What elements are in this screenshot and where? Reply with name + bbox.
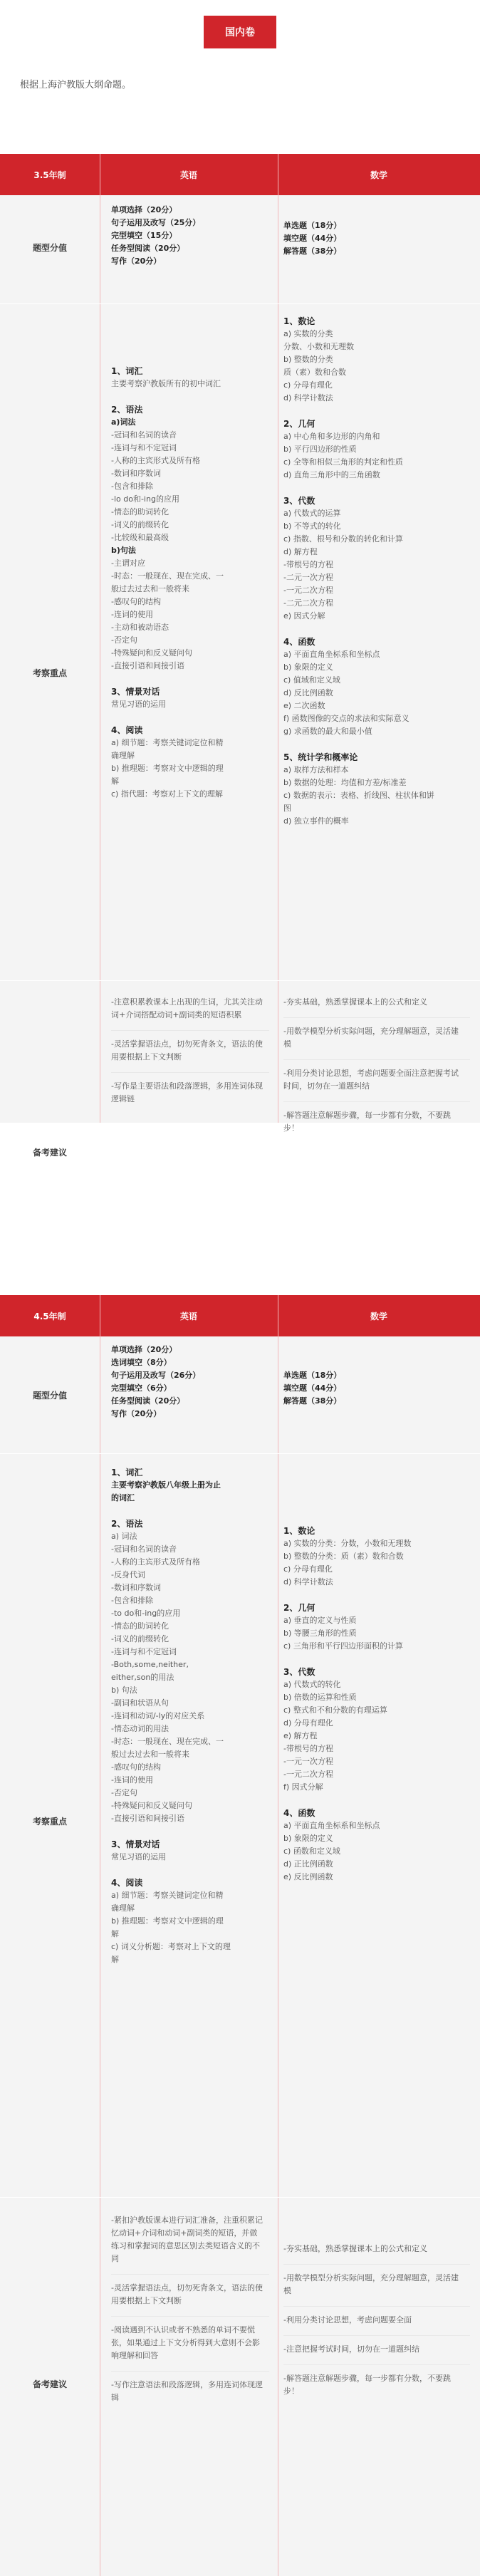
- topic-item: -冠词和名词的读音: [111, 430, 177, 440]
- score-item: 任务型阅读（20分）: [111, 244, 185, 253]
- topic-item: a) 代数式的运算: [283, 509, 341, 518]
- region-tag: 国内卷: [204, 16, 276, 48]
- topic-item: -时态：一般现在、现在完成、一: [111, 571, 224, 581]
- spacer: [111, 672, 273, 685]
- topic-item: f) 因式分解: [283, 1782, 323, 1792]
- topic-item: -反身代词: [111, 1570, 145, 1579]
- topic-item: d) 直角三角形中的三角函数: [283, 470, 380, 479]
- score-item: 单项选择（20分）: [111, 1345, 177, 1354]
- score-math: [283, 219, 476, 258]
- header-english: 英语: [179, 170, 197, 180]
- row-label-focus: 考察重点: [32, 668, 67, 678]
- table-4-5-year: [0, 1295, 480, 2576]
- topic-item: -包含和排除: [111, 1596, 153, 1605]
- row-divider: [0, 303, 480, 304]
- topic-item: -to do和-ing的应用: [111, 1609, 181, 1618]
- topic-item: 解: [111, 1929, 119, 1938]
- spacer: [111, 711, 273, 724]
- row-label-advice: 备考建议: [32, 2379, 67, 2389]
- topic-heading: 4、函数: [283, 637, 315, 647]
- advice-item: -利用分类讨论思想，考虑问题要全面注意把握考试时间，切勿在一道题纠结: [283, 1059, 470, 1101]
- spacer: [283, 1794, 476, 1807]
- table-header: [0, 1295, 480, 1336]
- topic-item: a) 中心角和多边形的内角和: [283, 432, 380, 441]
- topic-item: -包含和排除: [111, 482, 153, 491]
- row-divider: [0, 2197, 480, 2198]
- spacer: [111, 1505, 273, 1517]
- row-label-advice: 备考建议: [32, 1148, 67, 1158]
- score-english: [111, 1344, 273, 1421]
- topic-item: -直接引语和间接引语: [111, 661, 184, 670]
- row-divider: [0, 1453, 480, 1454]
- topic-item: d) 分母有理化: [283, 1718, 333, 1728]
- topic-item: a) 取样方法和样本: [283, 765, 349, 774]
- topic-item: b) 整数的分类: [283, 355, 333, 364]
- topic-item: e) 因式分解: [283, 611, 325, 620]
- topic-item: b)句法: [111, 546, 136, 555]
- topic-item: e) 反比例函数: [283, 1872, 333, 1881]
- topic-item: f) 函数图像的交点的求法和实际意义: [283, 714, 409, 723]
- table-3-5-year: [0, 154, 480, 1158]
- topic-item: -情态的助词转化: [111, 1621, 169, 1631]
- topic-heading: 1、数论: [283, 316, 315, 326]
- score-item: 句子运用及改写（25分）: [111, 218, 201, 227]
- topic-item: -情态动词的用法: [111, 1724, 169, 1733]
- header-english: 英语: [179, 1311, 197, 1321]
- score-item: 写作（20分）: [111, 1409, 162, 1418]
- topic-item: -一元一次方程: [283, 1757, 333, 1766]
- topic-item: b) 象限的定义: [283, 1834, 333, 1843]
- topic-item: a) 实数的分类：分数，小数和无理数: [283, 1539, 412, 1548]
- advice-item: -注意积累教课本上出现的生词，尤其关注动词+介词搭配动词+副词类的短语积累: [111, 997, 263, 1019]
- header-math: 数学: [370, 1311, 387, 1321]
- topic-heading: 3、情景对话: [111, 687, 160, 697]
- topic-item: -词义的前缀转化: [111, 520, 169, 529]
- topic-item: a) 平面直角坐标系和坐标点: [283, 1821, 380, 1830]
- topic-item: e) 二次函数: [283, 701, 325, 710]
- focus-english: [111, 1466, 273, 1966]
- spacer: [283, 623, 476, 635]
- topic-item: -副词和状语从句: [111, 1698, 169, 1708]
- score-item: 单选题（18分）: [283, 1371, 342, 1380]
- topic-item: -比较级和最高级: [111, 533, 169, 542]
- score-item: 单项选择（20分）: [111, 205, 177, 214]
- advice-english: [111, 2207, 269, 2413]
- topic-item: a) 垂直的定义与性质: [283, 1616, 357, 1625]
- advice-item: -阅读遇到不认识或者不熟悉的单词不要慌张，如果通过上下文分析得到大意则不会影响理解和回答: [111, 2316, 269, 2371]
- topic-heading: 4、阅读: [111, 1878, 143, 1888]
- topic-item: 解: [111, 1955, 119, 1964]
- score-english: [111, 204, 273, 268]
- topic-item: d) 反比例函数: [283, 688, 333, 697]
- topic-item: -感叹句的结构: [111, 597, 161, 606]
- topic-item: -直接引语和间接引语: [111, 1814, 184, 1823]
- topic-item: e) 解方程: [283, 1731, 318, 1740]
- topic-item: either,son的用法: [111, 1673, 174, 1682]
- header-math: 数学: [370, 170, 387, 180]
- topic-item: 主要考察沪教版八年级上册为止: [111, 1480, 221, 1490]
- topic-item: 解: [111, 777, 119, 786]
- topic-item: -二元一次方程: [283, 573, 333, 582]
- row-label-focus: 考察重点: [32, 1817, 67, 1827]
- topic-item: -连词与和不定冠词: [111, 1647, 177, 1656]
- topic-item: c) 分母有理化: [283, 380, 333, 390]
- topic-item: -冠词和名词的读音: [111, 1544, 177, 1554]
- row-divider: [0, 980, 480, 981]
- score-item: 填空题（44分）: [283, 1383, 342, 1393]
- topic-heading: 2、几何: [283, 419, 315, 429]
- topic-item: -带根号的方程: [283, 560, 333, 569]
- topic-heading: 5、统计学和概率论: [283, 752, 358, 762]
- focus-math: [283, 315, 476, 828]
- topic-item: 确理解: [111, 751, 135, 760]
- topic-heading: 1、词汇: [111, 366, 143, 376]
- topic-item: -带根号的方程: [283, 1744, 333, 1753]
- topic-item: -二元二次方程: [283, 598, 333, 608]
- topic-item: b) 推理题：考察对文中逻辑的理: [111, 764, 224, 773]
- topic-item: -主动和被动语态: [111, 623, 169, 632]
- advice-math: [283, 989, 470, 1143]
- topic-item: d) 科学计数法: [283, 393, 333, 402]
- score-item: 完型填空（6分）: [111, 1383, 172, 1393]
- header-program: 3.5年制: [33, 170, 66, 180]
- topic-item: b) 不等式的转化: [283, 521, 341, 531]
- spacer: [111, 390, 273, 403]
- advice-english: [111, 989, 269, 1114]
- score-math: [283, 1369, 476, 1408]
- topic-heading: 4、函数: [283, 1808, 315, 1818]
- topic-item: -人称的主宾形式及所有格: [111, 1557, 200, 1567]
- topic-item: a) 细节题：考察关键词定位和精: [111, 738, 224, 747]
- focus-english: [111, 365, 273, 801]
- topic-item: c) 值域和定义域: [283, 675, 340, 685]
- topic-heading: 1、数论: [283, 1526, 315, 1536]
- advice-item: -紧扣沪教版课本进行词汇准备，注重积累记忆动词+介词和动词+副词类的短语，并做练习和掌握词的意思区别去类短语含义的不同: [111, 2216, 263, 2263]
- topic-item: -时态：一般现在、现在完成、一: [111, 1737, 224, 1746]
- topic-item: a) 平面直角坐标系和坐标点: [283, 650, 380, 659]
- topic-heading: 2、语法: [111, 1519, 143, 1529]
- spacer: [283, 1653, 476, 1666]
- topic-item: b) 推理题：考察对文中逻辑的理: [111, 1916, 224, 1926]
- topic-item: c) 词义分析题：考察对上下文的理: [111, 1942, 231, 1951]
- topic-item: a) 实数的分类: [283, 329, 333, 338]
- topic-item: 常见习语的运用: [111, 1852, 166, 1861]
- topic-item: 主要考察沪教版所有的初中词汇: [111, 379, 221, 388]
- topic-item: c) 函数和定义域: [283, 1847, 340, 1856]
- topic-item: a) 代数式的转化: [283, 1680, 341, 1689]
- topic-heading: 3、代数: [283, 496, 315, 506]
- topic-item: a)词法: [111, 417, 136, 427]
- topic-item: -数词和序数词: [111, 1583, 161, 1592]
- advice-item: -夯实基础，熟悉掌握课本上的公式和定义: [283, 997, 427, 1007]
- topic-item: d) 解方程: [283, 547, 318, 556]
- advice-item: -解答题注意解题步骤，每一步都有分数，不要跳步！: [283, 2364, 470, 2406]
- intro-text: 根据上海沪教版大纲命题。: [20, 80, 132, 90]
- score-item: 完型填空（15分）: [111, 231, 177, 240]
- table-header: [0, 154, 480, 195]
- score-item: 解答题（38分）: [283, 246, 342, 256]
- spacer: [283, 1589, 476, 1601]
- topic-item: d) 科学计数法: [283, 1577, 333, 1586]
- advice-item: -写作是主要语法和段落逻辑，多用连词体现逻辑链: [111, 1072, 269, 1114]
- topic-item: c) 三角形和平行四边形面积的计算: [283, 1641, 403, 1651]
- row-label-score: 题型分值: [32, 1391, 67, 1401]
- topic-item: b) 平行四边形的性质: [283, 445, 357, 454]
- topic-item: b) 倍数的运算和性质: [283, 1693, 357, 1702]
- advice-item: -用数学模型分析实际问题，充分理解题意，灵活建模: [283, 2264, 470, 2306]
- topic-item: 般过去过去和一般将来: [111, 584, 189, 593]
- topic-item: -感叹句的结构: [111, 1762, 161, 1772]
- topic-item: -数词和序数词: [111, 469, 161, 478]
- topic-item: -连词的使用: [111, 1775, 153, 1785]
- topic-item: c) 数据的表示：表格、折线图、柱状体和饼: [283, 791, 434, 800]
- topic-heading: 2、语法: [111, 405, 143, 415]
- score-item: 选词填空（8分）: [111, 1358, 172, 1367]
- topic-item: -一元二次方程: [283, 1770, 333, 1779]
- advice-math: [283, 2235, 470, 2406]
- topic-item: 常见习语的运用: [111, 700, 166, 709]
- topic-item: -情态的助词转化: [111, 507, 169, 516]
- topic-item: 的词汇: [111, 1493, 135, 1502]
- advice-item: -注意把握考试时间，切勿在一道题纠结: [283, 2335, 470, 2364]
- topic-item: d) 独立事件的概率: [283, 816, 349, 826]
- score-item: 句子运用及改写（26分）: [111, 1371, 201, 1380]
- topic-item: -连词与和不定冠词: [111, 443, 177, 452]
- topic-item: a) 词法: [111, 1532, 137, 1541]
- topic-item: b) 句法: [111, 1686, 137, 1695]
- topic-item: g) 求函数的最大和最小值: [283, 727, 372, 736]
- spacer: [111, 1864, 273, 1876]
- topic-item: b) 等腰三角形的性质: [283, 1629, 357, 1638]
- topic-item: c) 整式和不和分数的有理运算: [283, 1705, 387, 1715]
- topic-item: c) 指代题：考察对上下文的理解: [111, 789, 223, 799]
- advice-item: -灵活掌握语法点，切勿死背条文，语法的使用要根据上下文判断: [111, 2274, 269, 2316]
- topic-item: b) 数据的处理：均值和方差/标准差: [283, 778, 407, 787]
- advice-item: -利用分类讨论思想，考虑问题要全面: [283, 2306, 470, 2335]
- topic-item: 分数、小数和无理数: [283, 342, 354, 351]
- topic-item: d) 正比例函数: [283, 1859, 333, 1869]
- topic-item: -一元二次方程: [283, 586, 333, 595]
- spacer: [283, 482, 476, 494]
- topic-item: -人称的主宾形式及所有格: [111, 456, 200, 465]
- topic-heading: 2、几何: [283, 1603, 315, 1613]
- header-program: 4.5年制: [33, 1311, 66, 1321]
- topic-item: -词义的前缀转化: [111, 1634, 169, 1643]
- topic-heading: 3、情景对话: [111, 1839, 160, 1849]
- topic-item: -连词和动词/-ly的对应关系: [111, 1711, 205, 1720]
- topic-item: c) 指数、根号和分数的转化和计算: [283, 534, 403, 544]
- topic-item: 质（素）数和合数: [283, 368, 346, 377]
- advice-item: -解答题注意解题步骤，每一步都有分数，不要跳步！: [283, 1101, 470, 1143]
- spacer: [283, 738, 476, 751]
- focus-math: [283, 1525, 476, 1884]
- topic-item: -主谓对应: [111, 559, 145, 568]
- topic-item: c) 全等和相似三角形的判定和性质: [283, 457, 403, 467]
- score-item: 单选题（18分）: [283, 221, 342, 230]
- topic-item: 图: [283, 804, 291, 813]
- row-label-score: 题型分值: [32, 243, 67, 253]
- spacer: [283, 405, 476, 417]
- topic-item: -lo do和-ing的应用: [111, 494, 179, 504]
- advice-item: -灵活掌握语法点，切勿死背条文，语法的使用要根据上下文判断: [111, 1030, 269, 1072]
- advice-item: -用数学模型分析实际问题，充分理解题意，灵活建模: [283, 1017, 470, 1059]
- topic-item: 般过去过去和一般将来: [111, 1750, 189, 1759]
- topic-item: -否定句: [111, 635, 137, 645]
- topic-item: -特殊疑问和反义疑问句: [111, 1801, 192, 1810]
- topic-item: b) 整数的分类：质（素）数和合数: [283, 1552, 404, 1561]
- topic-heading: 1、词汇: [111, 1468, 143, 1477]
- score-item: 任务型阅读（20分）: [111, 1396, 185, 1406]
- topic-heading: 3、代数: [283, 1667, 315, 1677]
- topic-item: -Both,some,neither,: [111, 1660, 189, 1669]
- advice-item: -写作注意语法和段落逻辑，多用连词体现逻辑: [111, 2371, 269, 2413]
- topic-item: -特殊疑问和反义疑问句: [111, 648, 192, 658]
- score-item: 写作（20分）: [111, 256, 162, 266]
- topic-item: 确理解: [111, 1904, 135, 1913]
- topic-item: -否定句: [111, 1788, 137, 1797]
- spacer: [111, 1825, 273, 1838]
- topic-item: c) 分母有理化: [283, 1564, 333, 1574]
- score-item: 解答题（38分）: [283, 1396, 342, 1406]
- topic-heading: 4、阅读: [111, 725, 143, 735]
- topic-item: -连词的使用: [111, 610, 153, 619]
- advice-item: -夯实基础，熟悉掌握课本上的公式和定义: [283, 2244, 427, 2253]
- topic-item: a) 细节题：考察关键词定位和精: [111, 1891, 224, 1900]
- score-item: 填空题（44分）: [283, 234, 342, 243]
- topic-item: b) 象限的定义: [283, 663, 333, 672]
